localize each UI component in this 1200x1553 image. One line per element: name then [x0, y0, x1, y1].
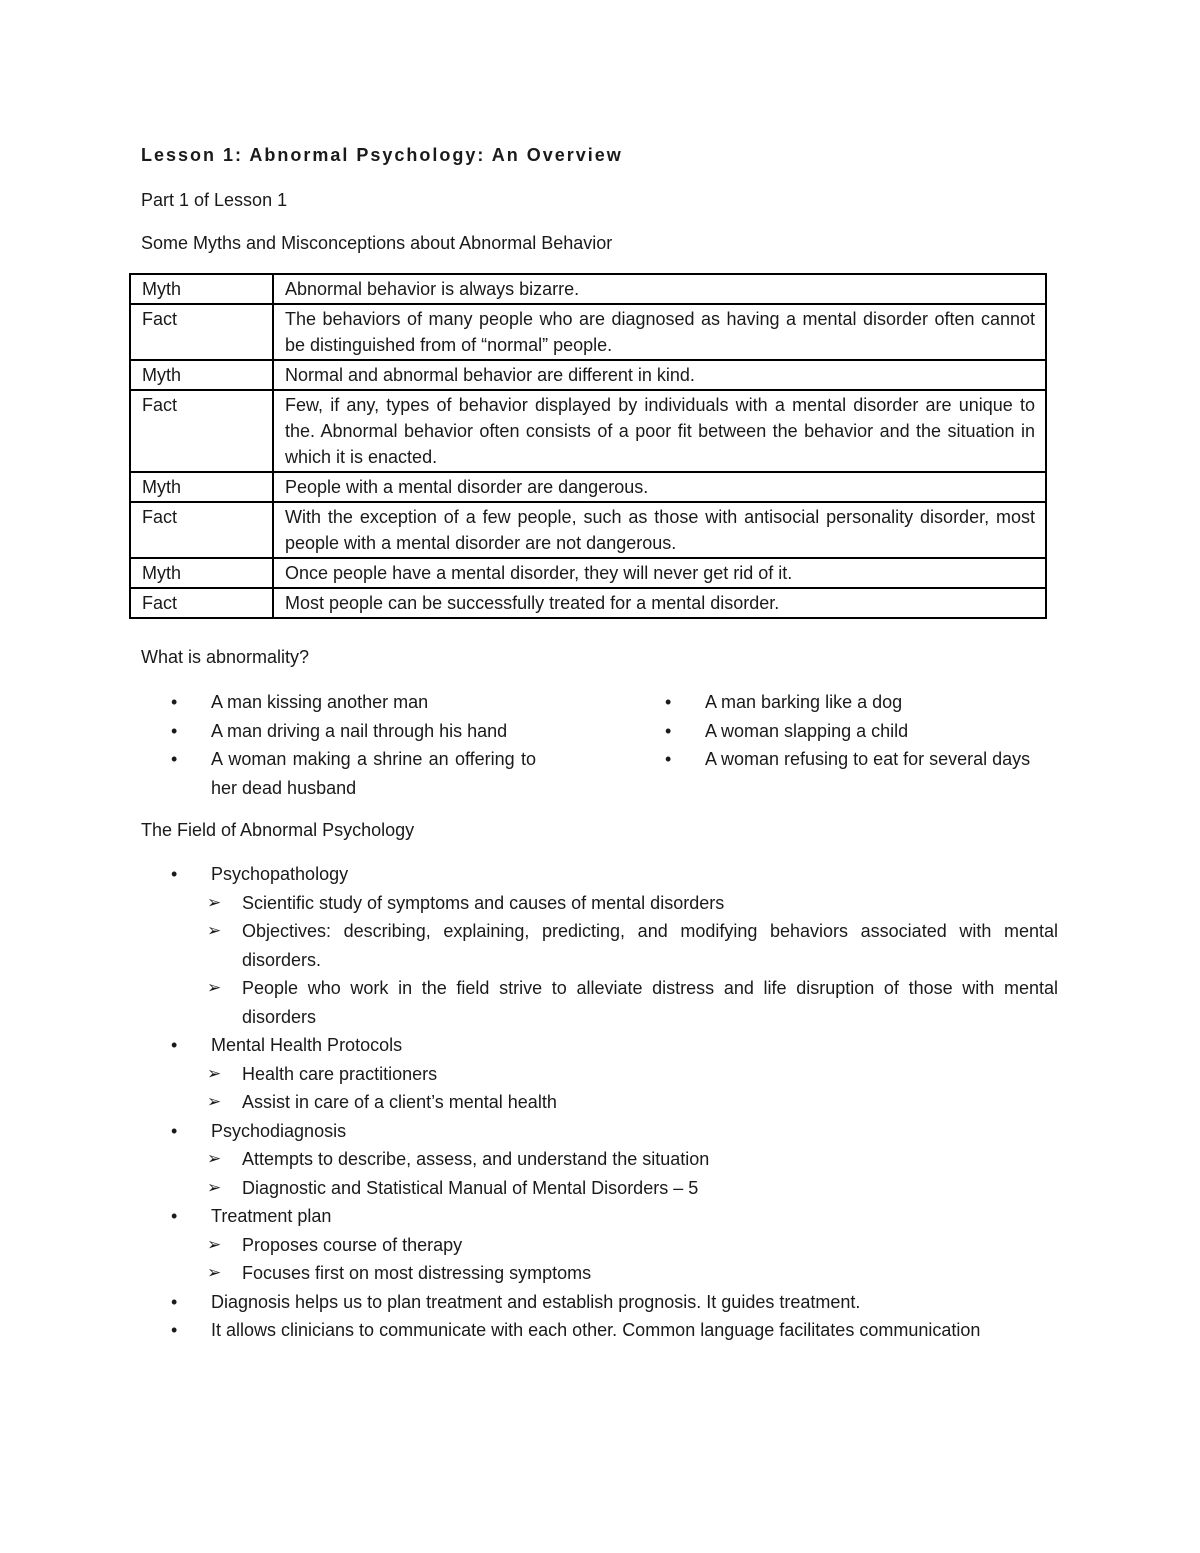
sub-list-item-text: Assist in care of a client’s mental health: [242, 1092, 557, 1112]
row-kind-fact: Fact: [130, 502, 273, 558]
sub-list-item-text: Focuses first on most distressing symptoms: [242, 1263, 592, 1283]
row-statement: Few, if any, types of behavior displayed by individuals with a mental disorder are unique to the. Abnormal behavior often consists of a poor fit between the behavior and the situation in which it is enacted.: [273, 390, 1046, 472]
list-item: [665, 745, 1057, 774]
myths-facts-table: [129, 273, 1047, 619]
sub-list-item: [171, 1060, 1058, 1089]
list-item-text: A woman making a shrine an offering to her dead husband: [211, 749, 536, 798]
sub-list-item-text: Objectives: describing, explaining, predicting, and modifying behaviors associated with mental disorders.: [242, 921, 1058, 970]
row-kind-myth: Myth: [130, 360, 273, 390]
sub-list-wrapper: [171, 1231, 1058, 1288]
sub-list-item-text: Attempts to describe, assess, and understand the situation: [242, 1149, 710, 1169]
row-kind-myth: Myth: [130, 274, 273, 304]
table-row: [130, 390, 1046, 472]
list-item-text: Psychodiagnosis: [211, 1120, 347, 1141]
list-item-text: A man kissing another man: [211, 692, 429, 712]
arrow-bullet-icon: ➢: [207, 1092, 222, 1111]
sub-list-item: [171, 974, 1058, 1031]
row-kind-fact: Fact: [130, 390, 273, 472]
list-item: [171, 1117, 1058, 1146]
row-statement: Once people have a mental disorder, they will never get rid of it.: [273, 558, 1046, 588]
bullet-icon: •: [171, 1291, 178, 1312]
list-item: [665, 717, 1057, 746]
table-row: [130, 588, 1046, 618]
sub-list: [171, 1145, 1058, 1202]
list-item-text: A woman refusing to eat for several days: [705, 749, 1031, 769]
table-heading: Some Myths and Misconceptions about Abnormal Behavior: [141, 233, 613, 253]
bullet-icon: •: [665, 749, 672, 769]
row-statement: Abnormal behavior is always bizarre.: [273, 274, 1046, 304]
lesson-title: Lesson 1: Abnormal Psychology: An Overview: [141, 145, 623, 165]
table-row: [130, 304, 1046, 360]
abnormality-column-left: [171, 688, 536, 802]
arrow-bullet-icon: ➢: [207, 1149, 222, 1168]
sub-list-item: [171, 1088, 1058, 1117]
bullet-icon: •: [171, 692, 178, 712]
abnormality-column-right: [665, 688, 1057, 774]
sub-list-item-text: Proposes course of therapy: [242, 1234, 463, 1255]
table-row: [130, 558, 1046, 588]
bullet-icon: •: [171, 720, 178, 741]
list-item-text: A man barking like a dog: [705, 692, 903, 712]
list-item-text: It allows clinicians to communicate with each other. Common language facilitates communication: [211, 1320, 981, 1340]
field-list: [171, 860, 1058, 1345]
row-statement: People with a mental disorder are dangerous.: [273, 472, 1046, 502]
sub-list-wrapper: [171, 889, 1058, 1032]
table-row: [130, 472, 1046, 502]
bullet-icon: •: [665, 720, 672, 741]
row-kind-fact: Fact: [130, 304, 273, 360]
list-item: [171, 1288, 1058, 1317]
sub-list-item-text: Health care practitioners: [242, 1063, 438, 1084]
sub-list-item: [171, 1174, 1058, 1203]
sub-list-item-text: Scientific study of symptoms and causes of mental disorders: [242, 892, 725, 913]
arrow-bullet-icon: ➢: [207, 1234, 222, 1254]
sub-list-item: [171, 1259, 1058, 1288]
sub-list: [171, 1231, 1058, 1288]
row-statement: Normal and abnormal behavior are different in kind.: [273, 360, 1046, 390]
list-item: [171, 688, 536, 717]
bullet-icon: •: [171, 749, 178, 769]
bullet-icon: •: [171, 864, 178, 884]
row-statement: The behaviors of many people who are diagnosed as having a mental disorder often cannot be distinguished from of “normal” people.: [273, 304, 1046, 360]
sub-list: [171, 889, 1058, 1032]
list-item: [665, 688, 1057, 717]
arrow-bullet-icon: ➢: [207, 892, 222, 912]
sub-list-item-text: Diagnostic and Statistical Manual of Mental Disorders – 5: [242, 1177, 699, 1198]
list-item-text: Mental Health Protocols: [211, 1035, 403, 1055]
sub-list-item: [171, 1145, 1058, 1174]
list-item-text: Diagnosis helps us to plan treatment and establish prognosis. It guides treatment.: [211, 1291, 861, 1312]
table-row: [130, 360, 1046, 390]
sub-list-item: [171, 917, 1058, 974]
bullet-icon: •: [171, 1320, 178, 1340]
row-kind-fact: Fact: [130, 588, 273, 618]
row-kind-myth: Myth: [130, 472, 273, 502]
arrow-bullet-icon: ➢: [207, 1177, 222, 1197]
sub-list-item: [171, 889, 1058, 918]
bullet-icon: •: [171, 1206, 178, 1226]
list-item-text: Treatment plan: [211, 1206, 332, 1226]
table-row: [130, 274, 1046, 304]
list-item: [171, 860, 1058, 889]
arrow-bullet-icon: ➢: [207, 1063, 222, 1083]
arrow-bullet-icon: ➢: [207, 978, 222, 997]
list-item: [171, 1316, 1058, 1345]
bullet-icon: •: [665, 692, 672, 712]
list-item: [171, 1202, 1058, 1231]
bullet-icon: •: [171, 1120, 178, 1141]
abnormality-heading: What is abnormality?: [141, 647, 310, 667]
table-row: [130, 502, 1046, 558]
list-item-text: Psychopathology: [211, 864, 349, 884]
sub-list-wrapper: [171, 1060, 1058, 1117]
list-item-text: A man driving a nail through his hand: [211, 720, 508, 741]
row-statement: Most people can be successfully treated for a mental disorder.: [273, 588, 1046, 618]
sub-list-wrapper: [171, 1145, 1058, 1202]
list-item: [171, 1031, 1058, 1060]
arrow-bullet-icon: ➢: [207, 1263, 222, 1282]
bullet-icon: •: [171, 1035, 178, 1055]
list-item: [171, 717, 536, 746]
part-label: Part 1 of Lesson 1: [141, 190, 288, 210]
sub-list: [171, 1060, 1058, 1117]
row-statement: With the exception of a few people, such as those with antisocial personality disorder, most people with a mental disorder are not dangerous.: [273, 502, 1046, 558]
list-item: [171, 745, 536, 802]
sub-list-item: [171, 1231, 1058, 1260]
sub-list-item-text: People who work in the field strive to alleviate distress and life disruption of those with mental disorders: [242, 978, 1058, 1027]
list-item-text: A woman slapping a child: [705, 720, 909, 741]
arrow-bullet-icon: ➢: [207, 921, 222, 940]
field-heading: The Field of Abnormal Psychology: [141, 820, 415, 840]
row-kind-myth: Myth: [130, 558, 273, 588]
